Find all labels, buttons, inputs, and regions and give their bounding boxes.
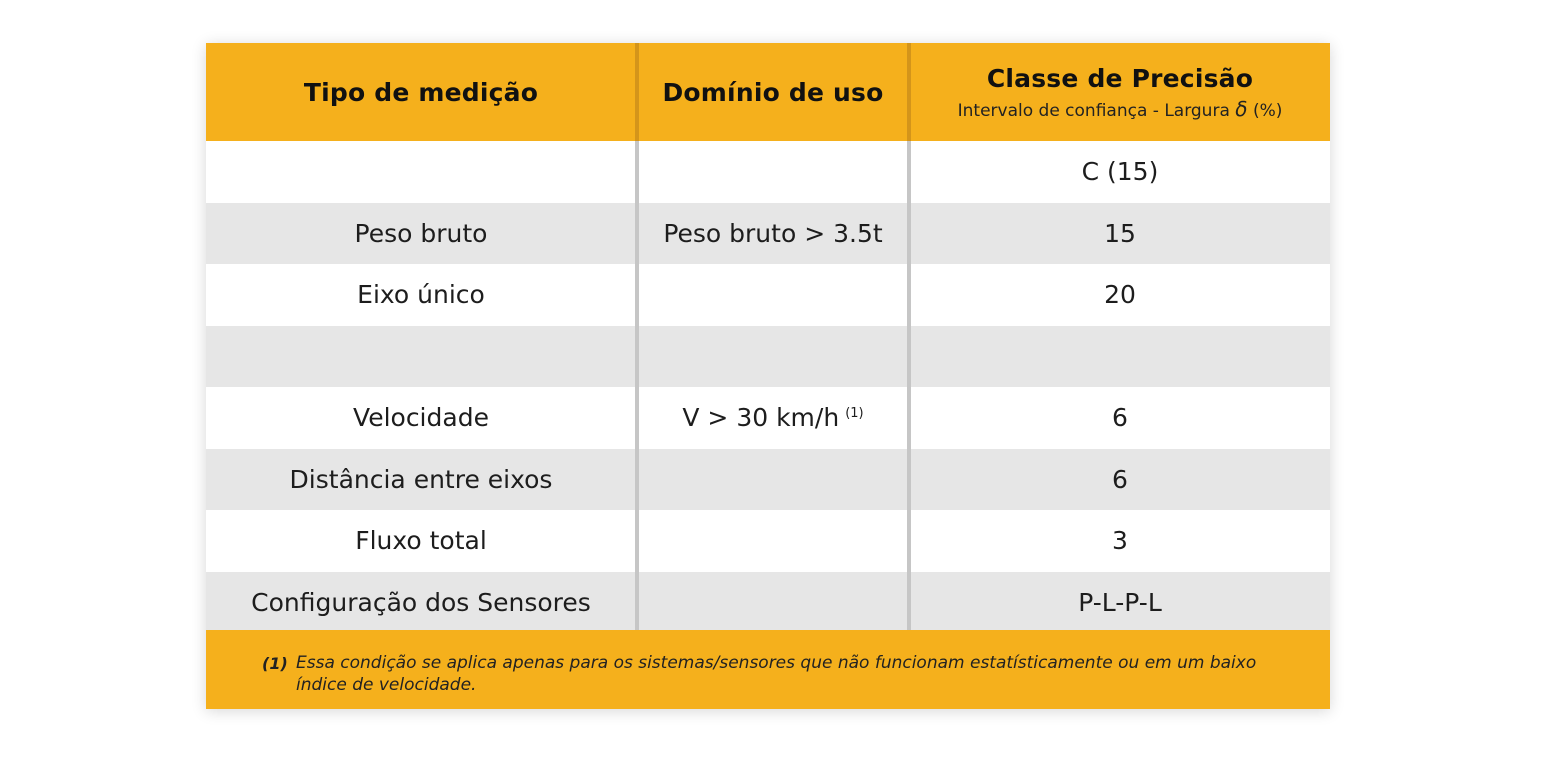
cell-dominio — [638, 264, 908, 326]
cell-dominio-text: V > 30 km/h — [682, 403, 840, 433]
header-tipo-medicao — [206, 43, 636, 141]
cell-classe: 6 — [1112, 403, 1128, 433]
header-col3-subtitle-text: Intervalo de confiança - Largura — [957, 100, 1230, 121]
cell-classe: 15 — [1104, 218, 1136, 248]
cell-classe: P-L-P-L — [1078, 587, 1162, 617]
footnote-ref: (1) — [845, 406, 864, 422]
table-footnote — [206, 630, 1330, 709]
table-header — [206, 43, 1330, 141]
column-divider-header — [635, 43, 639, 141]
table-body — [206, 141, 1330, 633]
cell-dominio — [638, 326, 908, 388]
cell-tipo: Distância entre eixos — [289, 464, 553, 494]
table-row — [206, 449, 1330, 511]
table-row — [206, 203, 1330, 265]
cell-tipo: Peso bruto — [354, 218, 488, 248]
cell-tipo: Velocidade — [353, 403, 489, 433]
table-row — [206, 572, 1330, 634]
cell-dominio — [638, 510, 908, 572]
cell-classe: 3 — [1112, 526, 1128, 556]
cell-dominio — [638, 449, 908, 511]
cell-dominio: Peso bruto > 3.5t — [663, 218, 883, 248]
footnote-mark: (1) — [262, 654, 288, 673]
cell-dominio — [638, 572, 908, 634]
cell-tipo: Configuração dos Sensores — [251, 587, 591, 617]
header-dominio-uso — [638, 43, 908, 141]
cell-tipo — [206, 141, 636, 203]
table-row — [206, 387, 1330, 449]
header-classe-precisao — [910, 43, 1330, 141]
table-row — [206, 264, 1330, 326]
column-divider-header — [907, 43, 911, 141]
column-divider — [635, 43, 639, 630]
cell-tipo — [206, 326, 636, 388]
delta-symbol: δ — [1235, 96, 1248, 121]
cell-classe — [910, 326, 1330, 388]
footnote-text: Essa condição se aplica apenas para os sistemas/sensores que não funcionam estatísticamente ou em um baixo índice de velocidade. — [296, 653, 1257, 695]
cell-classe: 6 — [1112, 464, 1128, 494]
table-row — [206, 141, 1330, 203]
header-col2-label: Domínio de uso — [662, 77, 884, 107]
cell-dominio — [638, 387, 908, 449]
column-divider — [907, 43, 911, 630]
cell-tipo: Eixo único — [357, 280, 485, 310]
table-row — [206, 326, 1330, 388]
header-col3-subtitle — [958, 97, 1283, 121]
cell-classe: C (15) — [1081, 157, 1159, 187]
table-row — [206, 510, 1330, 572]
header-col3-unit: (%) — [1252, 100, 1283, 121]
cell-tipo: Fluxo total — [355, 526, 487, 556]
header-col3-title: Classe de Precisão — [986, 63, 1254, 93]
precision-table — [206, 43, 1330, 709]
cell-classe: 20 — [1104, 280, 1136, 310]
header-col1-label: Tipo de medição — [303, 77, 539, 107]
cell-dominio — [638, 141, 908, 203]
